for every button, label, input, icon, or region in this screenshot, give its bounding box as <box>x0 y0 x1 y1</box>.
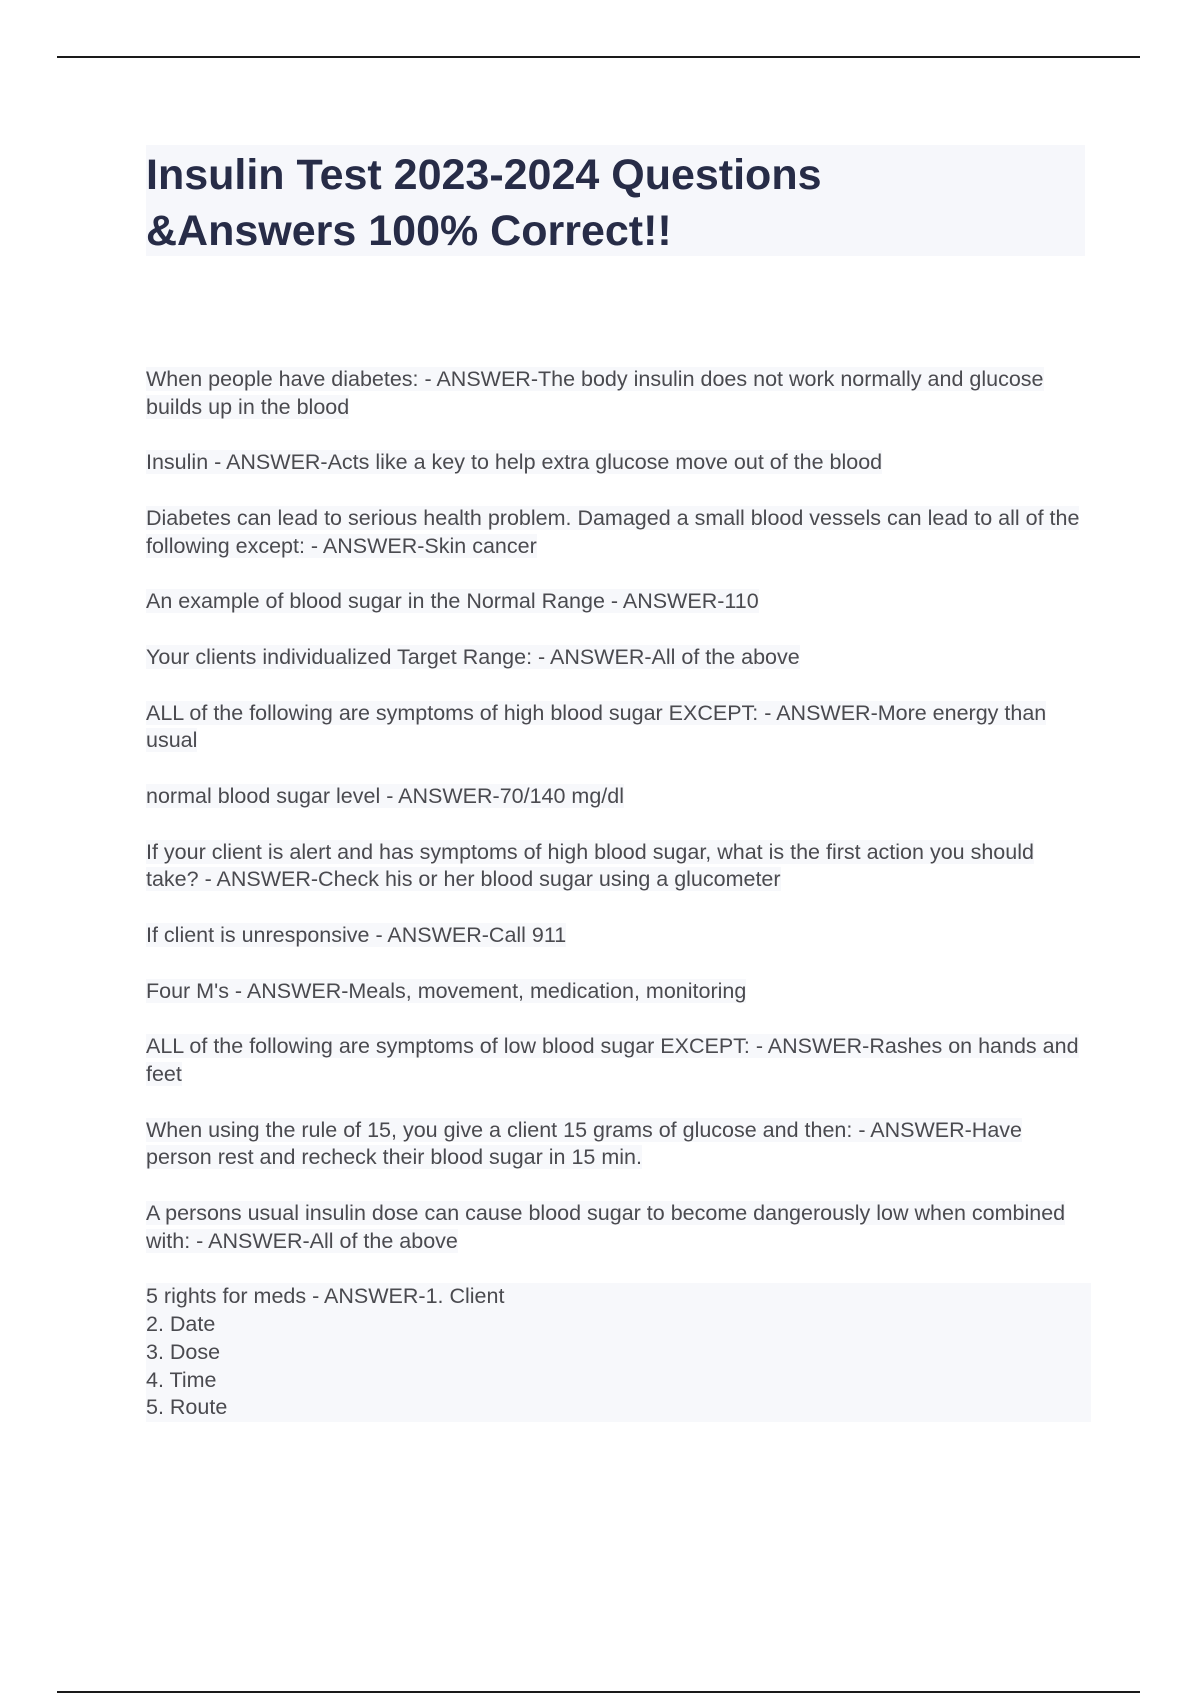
qa-text: When people have diabetes: - ANSWER-The body insulin does not work normally and glucose builds up in the blood <box>146 367 1044 419</box>
qa-text: ALL of the following are symptoms of low blood sugar EXCEPT: - ANSWER-Rashes on hands and feet <box>146 1034 1079 1086</box>
qa-text: ALL of the following are symptoms of high blood sugar EXCEPT: - ANSWER-More energy than usual <box>146 700 1047 753</box>
qa-text: When using the rule of 15, you give a client 15 grams of glucose and then: - ANSWER-Have person rest and recheck their blood sugar in 15 min. <box>146 1117 1022 1170</box>
title-line-2: &Answers 100% Correct!! <box>146 207 672 255</box>
qa-item <box>146 366 1091 422</box>
qa-item <box>146 1117 1091 1173</box>
rights-line: 5 rights for meds - ANSWER-1. Client <box>146 1283 1091 1311</box>
qa-content <box>146 366 1091 1450</box>
rights-line: 4. Time <box>146 1367 1091 1395</box>
rights-line: 5. Route <box>146 1394 1091 1422</box>
qa-item <box>146 644 1091 672</box>
qa-item <box>146 978 1091 1006</box>
qa-item <box>146 1200 1091 1256</box>
rights-line: 2. Date <box>146 1311 1091 1339</box>
qa-item <box>146 1033 1091 1089</box>
qa-item-rights <box>146 1283 1091 1422</box>
qa-text: An example of blood sugar in the Normal Range - ANSWER-110 <box>146 589 759 614</box>
qa-text: A persons usual insulin dose can cause blood sugar to become dangerously low when combined with: - ANSWER-All of the above <box>146 1200 1066 1253</box>
qa-text: Your clients individualized Target Range: - ANSWER-All of the above <box>146 644 800 669</box>
qa-item <box>146 449 1091 477</box>
qa-item <box>146 588 1091 616</box>
title-block <box>146 145 1085 256</box>
qa-text: normal blood sugar level - ANSWER-70/140 mg/dl <box>146 783 624 808</box>
qa-item <box>146 700 1091 756</box>
rights-line: 3. Dose <box>146 1339 1091 1367</box>
qa-text: If your client is alert and has symptoms of high blood sugar, what is the first action you should take? - ANSWER-Check his or her blood sugar using a glucometer <box>146 839 1034 892</box>
qa-text: Four M's - ANSWER-Meals, movement, medication, monitoring <box>146 978 747 1003</box>
qa-item <box>146 922 1091 950</box>
footer-rule <box>57 1691 1140 1693</box>
header-rule <box>57 56 1140 58</box>
title-line-1: Insulin Test 2023-2024 Questions <box>146 151 822 199</box>
qa-item <box>146 505 1091 561</box>
qa-text: If client is unresponsive - ANSWER-Call 911 <box>146 922 567 947</box>
qa-item <box>146 783 1091 811</box>
qa-text: Insulin - ANSWER-Acts like a key to help extra glucose move out of the blood <box>146 450 883 475</box>
page-title <box>146 145 1085 259</box>
qa-text: Diabetes can lead to serious health problem. Damaged a small blood vessels can lead to all of the following except: - ANSWER-Skin cancer <box>146 505 1080 558</box>
qa-item <box>146 839 1091 895</box>
